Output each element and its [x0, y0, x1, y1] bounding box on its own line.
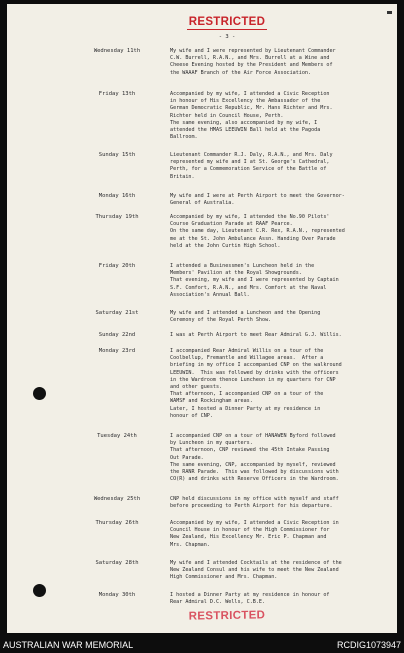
archive-footer	[0, 633, 404, 653]
entry-line: Lieutenant Commander R.J. Daly, R.A.N., and Mrs. Daly	[170, 152, 333, 158]
entry-line: On the same day, Lieutenant C.R. Rex, R.A.N., represented	[170, 228, 345, 235]
entry-text	[170, 496, 395, 510]
entry-line: My wife and I were represented by Lieutenant Commander	[170, 48, 336, 54]
entry-date: Friday 13th	[98, 91, 136, 97]
entry-date: Monday 16th	[98, 193, 136, 199]
entry-line: by Luncheon in my quarters.	[170, 440, 253, 447]
punch-hole-lower	[33, 584, 46, 597]
restricted-stamp-bottom: RESTRICTED	[188, 609, 266, 623]
entry-date: Monday 30th	[98, 592, 136, 598]
entry-line: General of Australia.	[170, 200, 235, 207]
entry-line: attended the HMAS LEEUWIN Ball held at the Pagoda	[170, 127, 321, 134]
entry-line: represented my wife and I at St. George's Cathedral,	[170, 159, 330, 166]
entry-line: My wife and I were at Perth Airport to meet the Governor-	[170, 193, 345, 199]
entry-date: Friday 20th	[98, 263, 136, 269]
entry-line: My wife and I attended a Luncheon and the Opening	[170, 310, 321, 316]
entry-line: before proceeding to Perth Airport for his departure.	[170, 503, 333, 510]
entry-text	[170, 433, 395, 483]
entry-text	[170, 592, 395, 606]
entry-line: LEEUWIN. This was followed by drinks with the officers	[170, 369, 339, 376]
punch-hole-upper	[33, 387, 46, 400]
entry-date: Thursday 26th	[95, 520, 139, 526]
entry-line: Out Parade.	[170, 454, 204, 461]
entry-line: I was at Perth Airport to meet Rear Admiral G.J. Willis.	[170, 332, 342, 338]
entry-line: Coolbellup, Fremantle and Willagee areas. After a	[170, 355, 324, 362]
entry-line: German Democratic Republic, Mr. Hans Richter and Mrs.	[170, 105, 333, 112]
entry-line: Later, I hosted a Dinner Party at my residence in	[170, 405, 321, 412]
entry-line: WAMSF and Rockingham areas.	[170, 398, 253, 405]
entry-line: The same evening, also accompanied by my wife, I	[170, 119, 318, 126]
entry-line: High Commissioner and Mrs. Chapman.	[170, 574, 278, 581]
entry-date: Wednesday 25th	[93, 496, 141, 502]
entry-line: Ceremony of the Royal Perth Show.	[170, 317, 272, 324]
entry-text	[170, 310, 395, 324]
entry-line: Accompanied by my wife, I attended the No.90 Pilots'	[170, 214, 330, 220]
entry-line: Accompanied by my wife, I attended a Civic Reception in	[170, 520, 339, 526]
entry-line: held at the John Curtin High School.	[170, 242, 281, 249]
entry-line: and other guests.	[170, 384, 223, 391]
entry-line: Course Graduation Parade at RAAF Pearce.	[170, 221, 293, 228]
staple-mark	[387, 11, 392, 14]
entry-line: The same evening, CNP, accompanied by myself, reviewed	[170, 461, 336, 468]
entry-text	[170, 91, 395, 141]
entry-line: That evening, my wife and I were represented by Captain	[170, 277, 339, 284]
entry-line: Britain.	[170, 173, 195, 180]
entry-line: Mrs. Chapman.	[170, 541, 210, 548]
archive-record-id: RCDIG1073947	[336, 640, 401, 650]
entry-line: New Zealand Consul and his wife to meet the New Zealand	[170, 567, 339, 574]
entry-text	[170, 152, 395, 181]
entry-date: Saturday 28th	[95, 560, 139, 566]
entry-text	[170, 193, 395, 207]
entry-line: Ballroom.	[170, 134, 198, 141]
entry-date: Thursday 19th	[95, 214, 139, 220]
entry-line: I accompanied CNP on a tour of HANAWEN Byford followed	[170, 433, 336, 439]
restricted-stamp-top: RESTRICTED	[188, 16, 266, 28]
entry-line: That afternoon, I accompanied CNP on a tour of the	[170, 391, 324, 398]
entry-line: I attended a Businessmen's Luncheon held in the	[170, 263, 315, 269]
document-page	[7, 4, 397, 633]
entry-date: Monday 23rd	[98, 348, 136, 354]
entry-line: in honour of His Excellency the Ambassador of the	[170, 98, 321, 105]
entry-line: Rear Admiral D.C. Wells, C.B.E.	[170, 599, 266, 606]
entry-date: Saturday 21st	[95, 310, 139, 316]
entry-line: CO(R) and drinks with Reserve Officers in the Wardroom.	[170, 476, 339, 483]
entry-line: me at the St. John Ambulance Assn. Handing Over Parade	[170, 235, 336, 242]
entry-text	[170, 332, 395, 339]
entry-line: That afternoon, CNP reviewed the 45th Intake Passing	[170, 447, 330, 454]
entry-line: Richter held in Council House, Perth.	[170, 112, 284, 119]
entry-text	[170, 348, 395, 420]
entry-line: briefing in my office I accompanied CNP on the walkround	[170, 362, 342, 369]
entry-text	[170, 214, 395, 250]
entry-line: honour of CNP.	[170, 412, 213, 419]
entry-line: S.F. Comfort, R.A.N., and Mrs. Comfort at the Naval	[170, 284, 327, 291]
entry-line: Members' Pavilion at the Royal Showgrounds.	[170, 270, 302, 277]
entry-line: Cheese Evening hosted by the President and Members of	[170, 62, 333, 69]
entry-text	[170, 520, 395, 549]
entry-line: C.W. Burrell, R.A.N., and Mrs. Burrell at a Wine and	[170, 55, 330, 62]
entry-date: Sunday 15th	[98, 152, 136, 158]
entry-text	[170, 560, 395, 582]
entry-text	[170, 263, 395, 299]
entry-line: I hosted a Dinner Party at my residence in honour of	[170, 592, 330, 598]
entry-line: New Zealand, His Excellency Mr. Eric P. Chapman and	[170, 534, 327, 541]
entry-line: Accompanied by my wife, I attended a Civic Reception	[170, 91, 330, 97]
entry-line: in the Wardroom thence Luncheon in my quarters for CNP	[170, 376, 336, 383]
entry-line: My wife and I attended Cocktails at the residence of the	[170, 560, 342, 566]
entry-date: Wednesday 11th	[93, 48, 141, 54]
entry-line: CNP held discussions in my office with myself and staff	[170, 496, 339, 502]
entry-line: I accompanied Rear Admiral Willis on a tour of the	[170, 348, 324, 354]
entry-line: Perth, for a Commemoration Service of the Battle of	[170, 166, 327, 173]
entry-line: Council House in honour of the High Commissioner for	[170, 527, 330, 534]
entry-line: Association's Annual Ball.	[170, 291, 250, 298]
entry-text	[170, 48, 395, 77]
page-number: - 3 -	[218, 34, 236, 40]
archive-name: AUSTRALIAN WAR MEMORIAL	[3, 640, 134, 650]
entry-line: the RANR Parade. This was followed by discussions with	[170, 469, 339, 476]
entry-date: Sunday 22nd	[98, 332, 136, 338]
entry-date: Tuesday 24th	[97, 433, 137, 439]
entry-line: the WAAAF Branch of the Air Force Association.	[170, 69, 312, 76]
